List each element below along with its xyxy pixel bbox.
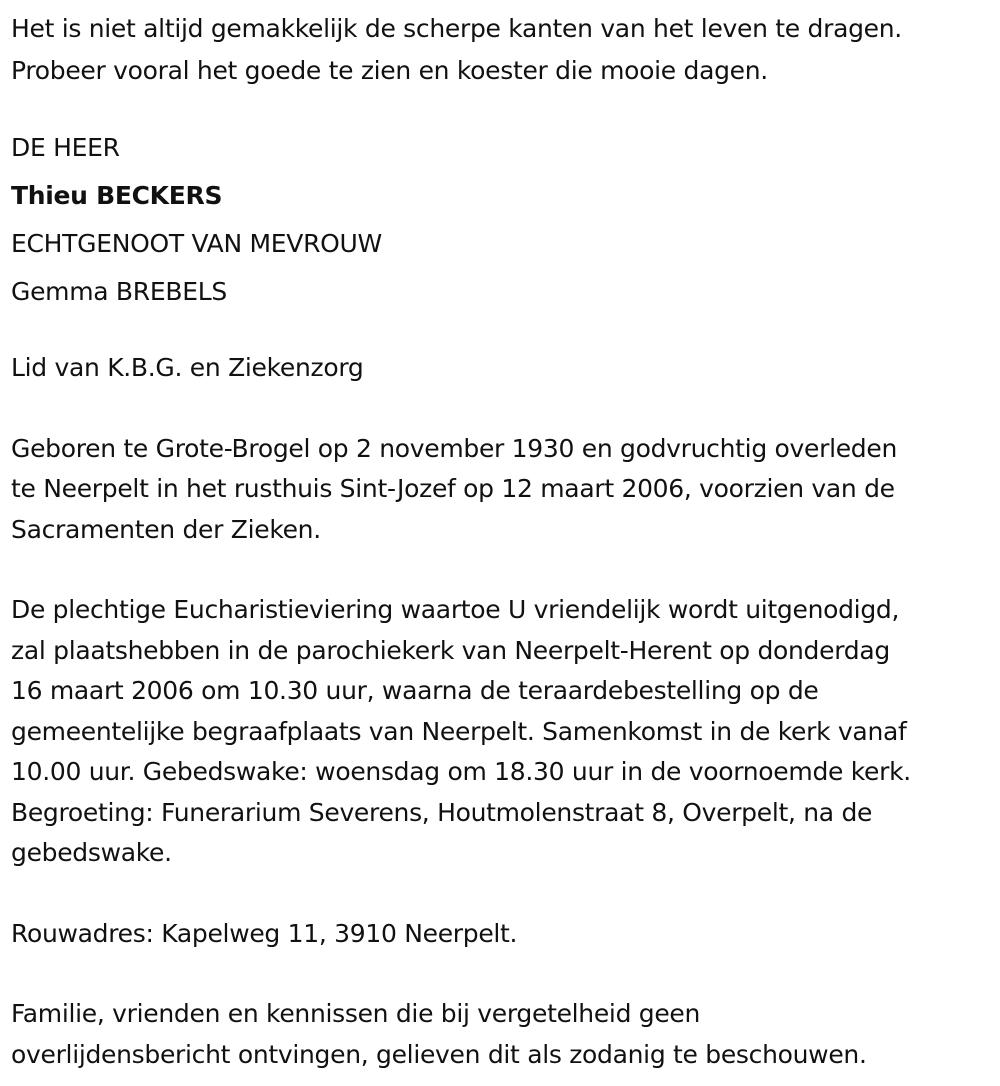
- closing-paragraph: [11, 994, 996, 1075]
- honorific: DE HEER: [11, 133, 120, 162]
- paragraph-line: te Neerpelt in het rusthuis Sint-Jozef op 12 maart 2006, voorzien van de: [11, 474, 895, 503]
- deceased-name: Thieu BECKERS: [11, 181, 223, 210]
- paragraph-line: Geboren te Grote-Brogel op 2 november 1930 en godvruchtig overleden: [11, 433, 898, 463]
- paragraph-line: overlijdensbericht ontvingen, gelieven dit als zodanig te beschouwen.: [11, 1039, 867, 1069]
- paragraph-line: zal plaatshebben in de parochiekerk van Neerpelt-Herent op donderdag: [11, 635, 890, 665]
- paragraph-line: gemeentelijke begraafplaats van Neerpelt. Samenkomst in de kerk vanaf: [11, 716, 907, 746]
- paragraph-line: 10.00 uur. Gebedswake: woensdag om 18.30 uur in de voornoemde kerk.: [11, 757, 911, 786]
- paragraph-line: Sacramenten der Zieken.: [11, 514, 321, 544]
- spouse-name: Gemma BREBELS: [11, 277, 227, 306]
- membership-text: Lid van K.B.G. en Ziekenzorg: [11, 353, 364, 382]
- paragraph-line: De plechtige Eucharistieviering waartoe U vriendelijk wordt uitgenodigd,: [11, 595, 900, 624]
- membership-paragraph: [11, 348, 996, 389]
- paragraph-line: 16 maart 2006 om 10.30 uur, waarna de teraardebestelling op de: [11, 676, 819, 705]
- quote-line: Probeer vooral het goede te zien en koester die mooie dagen.: [11, 56, 768, 85]
- paragraph-line: Begroeting: Funerarium Severens, Houtmolenstraat 8, Overpelt, na de: [11, 797, 873, 827]
- paragraph-line: Familie, vrienden en kennissen die bij vergetelheid geen: [11, 999, 701, 1028]
- birth-death-paragraph: [11, 429, 996, 551]
- mourning-address: Rouwadres: Kapelweg 11, 3910 Neerpelt.: [11, 918, 518, 948]
- address-paragraph: [11, 914, 996, 955]
- obituary-document: [11, 8, 996, 1075]
- relation-label: ECHTGENOOT VAN MEVROUW: [11, 229, 382, 258]
- opening-quote: [11, 8, 996, 92]
- quote-line: Het is niet altijd gemakkelijk de scherpe kanten van het leven te dragen.: [11, 14, 902, 43]
- deceased-identity: [11, 124, 996, 316]
- paragraph-line: gebedswake.: [11, 838, 172, 867]
- service-paragraph: [11, 590, 996, 874]
